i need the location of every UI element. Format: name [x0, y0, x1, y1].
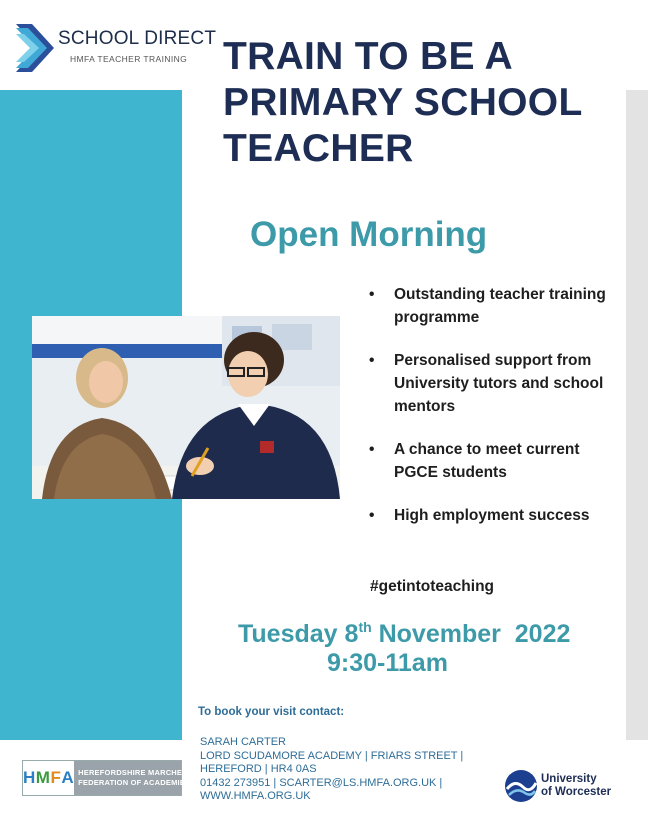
hmfa-caption-line: FEDERATION OF ACADEMIES — [78, 778, 191, 787]
contact-phone-email[interactable]: 01432 273951 | SCARTER@LS.HMFA.ORG.UK | — [200, 776, 443, 789]
bullet-icon: • — [369, 352, 375, 369]
hmfa-caption-line: HEREFORDSHIRE MARCHES — [78, 768, 188, 777]
hmfa-letter: M — [35, 768, 51, 787]
teacher-student-photo — [32, 316, 340, 499]
contact-address-line: HEREFORD | HR4 0AS — [200, 763, 317, 775]
hmfa-letters — [23, 761, 74, 795]
grey-side-band — [626, 90, 648, 740]
university-globe-icon — [503, 769, 539, 803]
bullet-icon: • — [369, 441, 375, 458]
headline — [223, 34, 623, 172]
bullet-icon: • — [369, 507, 375, 524]
headline-line: TRAIN TO BE A — [223, 35, 513, 78]
list-item — [366, 438, 616, 484]
bullet-icon: • — [369, 286, 375, 303]
hashtag: #getintoteaching — [370, 578, 495, 595]
list-item-text: Outstanding teacher training programme — [394, 286, 606, 326]
university-name-line: University — [541, 773, 597, 785]
university-name — [541, 773, 611, 798]
list-item-text: High employment success — [394, 507, 590, 524]
booking-label: To book your visit contact: — [198, 706, 345, 718]
benefits-list — [366, 283, 616, 547]
hmfa-caption — [74, 761, 190, 795]
event-date-rest: November 2022 — [371, 620, 571, 648]
event-time: 9:30-11am — [327, 649, 448, 677]
contact-name: SARAH CARTER — [200, 736, 286, 748]
list-item — [366, 349, 616, 418]
headline-line: PRIMARY SCHOOL — [223, 81, 583, 124]
logo-subtitle: HMFA TEACHER TRAINING — [70, 54, 188, 64]
hmfa-logo — [22, 760, 191, 796]
list-item-text: Personalised support from University tutors and school mentors — [394, 352, 604, 415]
hmfa-letter: H — [23, 768, 36, 787]
event-date — [238, 619, 570, 649]
event-date-suffix: th — [358, 619, 372, 635]
contact-address-line: LORD SCUDAMORE ACADEMY | FRIARS STREET | — [200, 749, 464, 762]
contact-website-link[interactable]: WWW.HMFA.ORG.UK — [200, 790, 311, 802]
list-item — [366, 283, 616, 329]
event-date-day: Tuesday 8 — [238, 620, 359, 648]
logo-title: SCHOOL DIRECT — [58, 28, 217, 49]
list-item-text: A chance to meet current PGCE students — [394, 441, 580, 481]
open-morning-heading: Open Morning — [250, 215, 488, 254]
school-direct-chevron-icon — [14, 22, 58, 74]
list-item — [366, 504, 616, 527]
contact-details — [200, 736, 463, 804]
headline-line: TEACHER — [223, 127, 414, 170]
hmfa-letter: A — [61, 768, 75, 787]
university-name-line: of Worcester — [541, 785, 612, 798]
hmfa-letter: F — [50, 768, 62, 787]
